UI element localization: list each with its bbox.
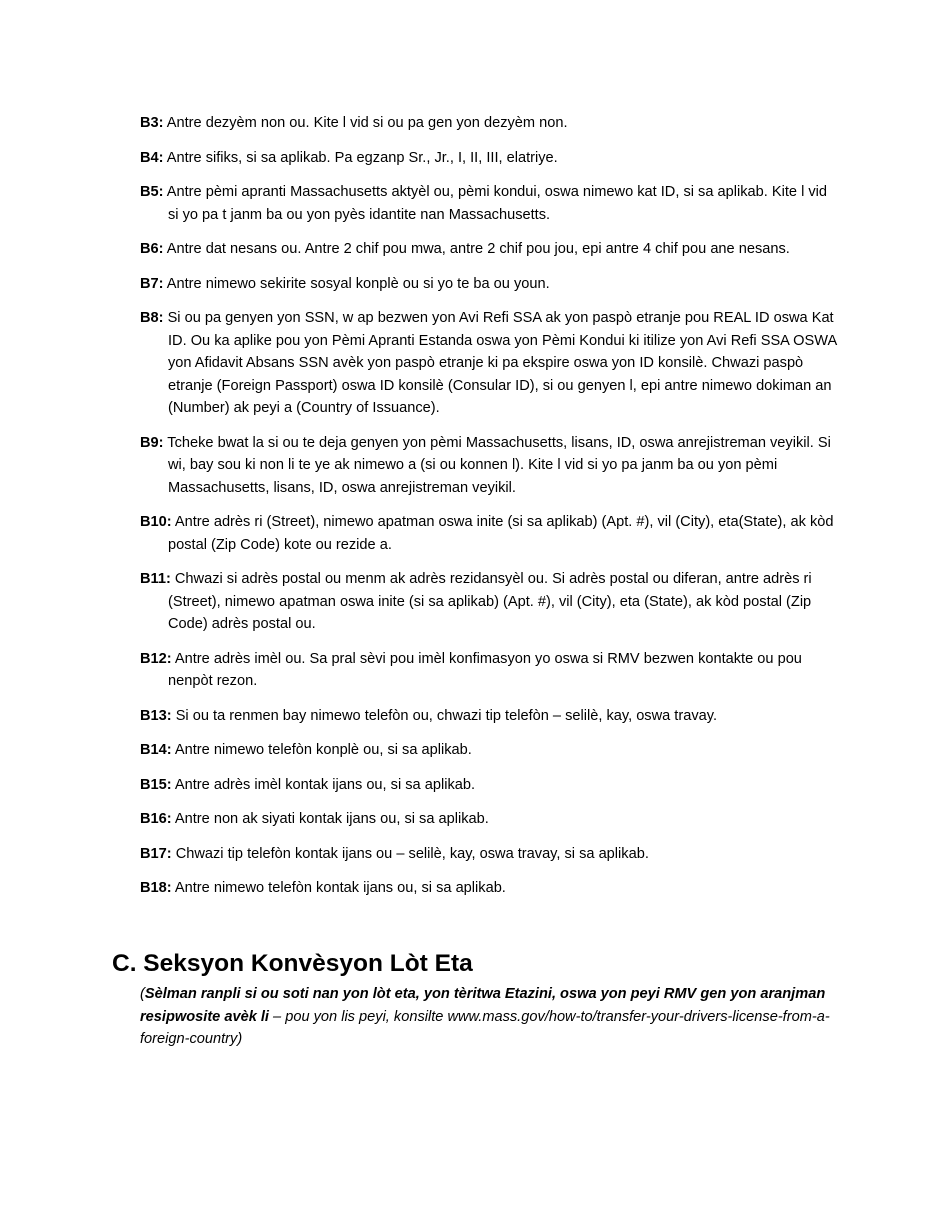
item-text: Antre nimewo telefòn konplè ou, si sa aplikab. (171, 742, 472, 758)
item-text: Chwazi si adrès postal ou menm ak adrès rezidansyèl ou. Si adrès postal ou diferan, antre adrès ri (Street), nimewo apatman oswa inite (si sa aplikab) (Apt. #), vil (City), eta (State), ak kòd postal (Zip Code) adrès postal ou. (168, 571, 812, 632)
item-code: B16: (140, 811, 172, 827)
instruction-b17 (140, 843, 840, 866)
instruction-b9 (140, 432, 840, 500)
instruction-b15 (140, 774, 840, 797)
item-code: B8: (140, 310, 164, 326)
item-text: Antre nimewo telefòn kontak ijans ou, si sa aplikab. (171, 880, 506, 896)
instruction-b7 (140, 273, 840, 296)
item-code: B5: (140, 184, 164, 200)
instruction-b12 (140, 648, 840, 693)
item-text: Antre sifiks, si sa aplikab. Pa egzanp Sr., Jr., I, II, III, elatriye. (163, 149, 558, 166)
item-text: Antre adrès ri (Street), nimewo apatman oswa inite (si sa aplikab) (Apt. #), vil (City), eta(State), ak kòd postal (Zip Code) kote ou rezide a. (168, 514, 834, 553)
note-open-paren: ( (140, 986, 145, 1002)
item-code: B6: (140, 241, 164, 257)
item-code: B14: (140, 742, 172, 758)
instruction-b13 (140, 705, 840, 728)
instruction-b16 (140, 808, 840, 831)
item-text: Antre adrès imèl ou. Sa pral sèvi pou imèl konfimasyon yo oswa si RMV bezwen kontakte ou pou nenpòt rezon. (168, 650, 802, 689)
item-text: Antre dezyèm non ou. Kite l vid si ou pa gen yon dezyèm non. (163, 115, 568, 131)
item-text: Si ou pa genyen yon SSN, w ap bezwen yon Avi Refi SSA ak yon paspò etranje pou REAL ID oswa Kat ID. Ou ka aplike pou yon Pèmi Apranti Estanda oswa yon Pèmi Kondui ki itilize yon Avi Refi SSA OSWA yon Afidavit Absans SSN avèk yon paspò etranje ki pa ekspire oswa yon ID konsilè. Chwazi paspò etranje (Foreign Passport) oswa ID konsilè (Consular ID), si ou genyen l, epi antre nimewo dokiman an (Number) ak peyi a (Country of Issuance). (163, 310, 837, 416)
item-text: Tcheke bwat la si ou te deja genyen yon pèmi Massachusetts, lisans, ID, oswa anrejistreman veyikil. Si wi, bay sou ki non li te ye ak nimewo a (si ou konnen l). Kite l vid si yo pa janm ba ou yon pèmi Massachusetts, lisans, ID, oswa anrejistreman veyikil. (163, 434, 831, 496)
item-code: B7: (140, 275, 164, 292)
instruction-b3 (140, 112, 840, 135)
instruction-b6 (140, 238, 840, 261)
item-text: Antre nimewo sekirite sosyal konplè ou si yo te ba ou youn. (163, 275, 550, 292)
item-code: B11: (140, 571, 171, 587)
instruction-b11 (140, 568, 840, 636)
item-code: B15: (140, 776, 172, 793)
note-bold-text: Sèlman ranpli si ou soti nan yon lòt eta, yon tèritwa Etazini, oswa yon peyi RMV gen yon aranjman resipwosite avèk li (140, 986, 826, 1025)
instruction-b4 (140, 147, 840, 170)
item-code: B10: (140, 514, 172, 530)
item-code: B3: (140, 115, 164, 131)
item-text: Antre adrès imèl kontak ijans ou, si sa aplikab. (171, 776, 476, 793)
item-code: B9: (140, 434, 164, 451)
item-text: Antre non ak siyati kontak ijans ou, si sa aplikab. (171, 811, 489, 827)
item-text: Chwazi tip telefòn kontak ijans ou – selilè, kay, oswa travay, si sa aplikab. (171, 845, 649, 862)
item-code: B13: (140, 707, 172, 724)
item-code: B12: (140, 650, 172, 667)
section-c-heading: C. Seksyon Konvèsyon Lòt Eta (112, 950, 473, 977)
item-code: B4: (140, 149, 164, 166)
item-text: Si ou ta renmen bay nimewo telefòn ou, chwazi tip telefòn – selilè, kay, oswa travay. (171, 707, 718, 724)
item-code: B18: (140, 880, 172, 896)
instruction-b10 (140, 511, 840, 556)
instruction-b14 (140, 739, 840, 762)
item-text: Antre pèmi apranti Massachusetts aktyèl ou, pèmi kondui, oswa nimewo kat ID, si sa aplikab. Kite l vid si yo pa t janm ba ou yon pyès idantite nan Massachusetts. (163, 184, 828, 223)
instruction-b5 (140, 181, 840, 226)
instruction-list (140, 112, 840, 912)
item-code: B17: (140, 845, 172, 862)
instruction-b8 (140, 307, 840, 420)
section-c-note (140, 983, 830, 1051)
item-text: Antre dat nesans ou. Antre 2 chif pou mwa, antre 2 chif pou jou, epi antre 4 chif pou ane nesans. (163, 241, 790, 257)
note-rest-text: – pou yon lis peyi, konsilte www.mass.gov/how-to/transfer-your-drivers-license-from-a-foreign-country) (140, 1008, 830, 1047)
instruction-b18 (140, 877, 840, 900)
